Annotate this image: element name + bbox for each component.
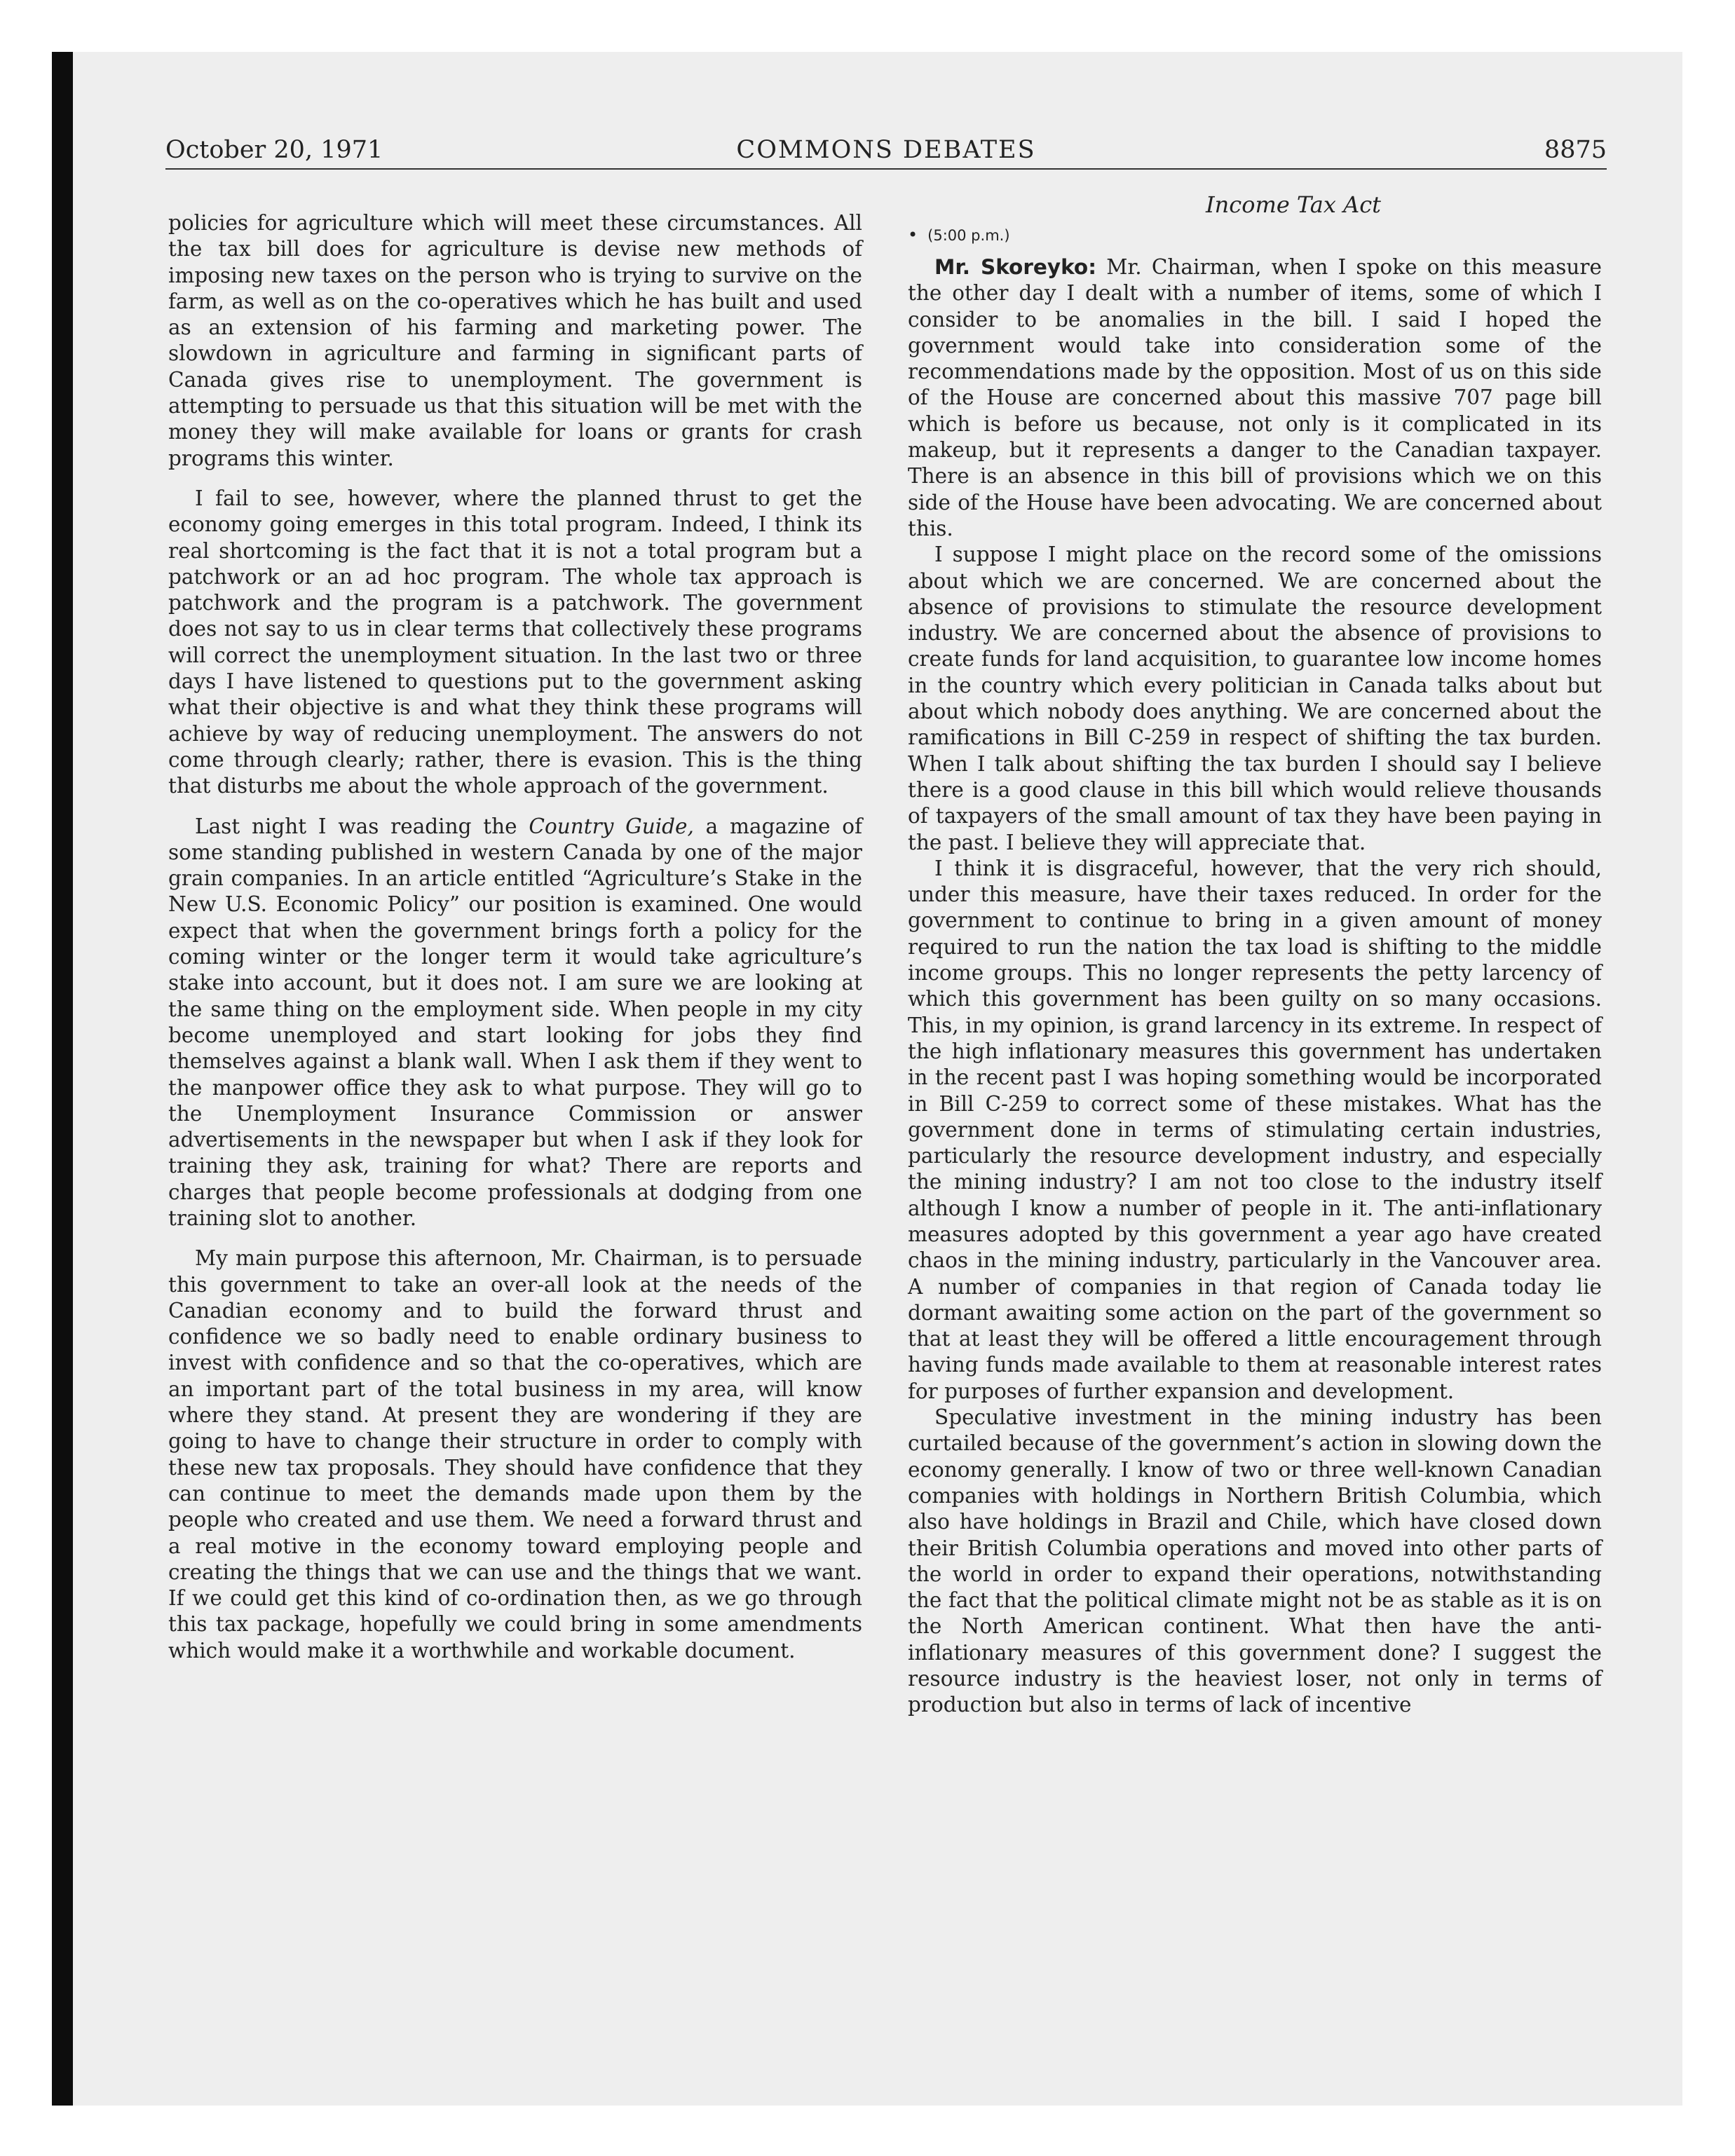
header-page-number: 8875 [1544, 136, 1607, 164]
paragraph: I suppose I might place on the record some of the omissions about which we are concerned. We are concerned about the absence of provisions to stimulate the resource development industry. We are concerned about the absence of provisions to create funds for land acquisition, to guarantee low income homes in the country which every politician in Canada talks about but about which nobody does anything. We are concerned about the ramifications in Bill C-259 in respect of shifting the tax burden. When I talk about shifting the tax burden I should say I believe there is a good clause in this bill which would relieve thousands of taxpayers of the small amount of tax they have been paying in the past. I believe they will appreciate that. [908, 543, 1602, 854]
paragraph-text: Last night I was reading the [195, 814, 529, 838]
paragraph: My main purpose this afternoon, Mr. Chairman, is to persuade this government to take an over-all look at the needs of the Canadian economy and to build the forward thrust and confidence we so badly need to enable ordinary business to invest with confidence and so that the co-operatives, which are an important part of the total business in my area, will know where they stand. At present they are wondering if they are going to have to change their structure in order to comply with these new tax proposals. They should have confidence that they can continue to meet the demands made upon them by the people who created and use them. We need a forward thrust and a real motive in the economy toward employing people and creating the things that we can use and the things that we want. If we could get this kind of co-ordination then, as we go through this tax package, hopefully we could bring in some amendments which would make it a worthwhile and workable document. [168, 1246, 862, 1663]
speaker-name: Mr. Skoreyko: [934, 255, 1097, 279]
bullet-icon: • [908, 225, 918, 245]
section-title: Income Tax Act [1206, 191, 1381, 218]
page-header [165, 136, 1607, 167]
header-rule [165, 168, 1607, 170]
header-date: October 20, 1971 [165, 136, 383, 164]
header-publication-title: COMMONS DEBATES [736, 136, 1036, 164]
paragraph [168, 814, 862, 1232]
left-column [168, 210, 862, 1664]
paragraph: I fail to see, however, where the planned thrust to get the economy going emerges in this total program. Indeed, I think its real shortcoming is the fact that it is not a total program but a patchwork or an ad hoc program. The whole tax approach is patchwork and the program is a patchwork. The government does not say to us in clear terms that collectively these programs will correct the unemployment situation. In the last two or three days I have listened to questions put to the government asking what their objective is and what they think these programs will achieve by way of reducing unemployment. The answers do not come through clearly; rather, there is evasion. This is the thing that disturbs me about the whole approach of the government. [168, 486, 862, 798]
paragraph-text: Mr. Chairman, when I spoke on this measure the other day I dealt with a number of items, some of which I consider to be anomalies in the bill. I said I hoped the government would take into consideration some of the recommendations made by the opposition. Most of us on this side of the House are concerned about this massive 707 page bill which is before us because, not only is it complicated in its makeup, but it represents a danger to the Canadian taxpayer. There is an absence in this bill of provisions which we on this side of the House have been advocating. We are concerned about this. [908, 255, 1602, 540]
paragraph [908, 254, 1602, 542]
publication-name: Country Guide, [529, 814, 694, 838]
scan-edge-shadow [52, 52, 73, 2106]
paragraph: I think it is disgraceful, however, that the very rich should, under this measure, have their taxes reduced. In order for the government to continue to bring in a given amount of money required to run the nation the tax load is shifting to the middle income groups. This no longer represents the petty larcency of which this government has been guilty on so many occasions. This, in my opinion, is grand larcency in its extreme. In respect of the high inflationary measures this government has undertaken in the recent past I was hoping something would be incorporated in Bill C-259 to correct some of these mistakes. What has the government done in terms of stimulating certain industries, particularly the resource development industry, and especially the mining industry? I am not too close to the industry itself although I know a number of people in it. The anti-inflationary measures adopted by this government a year ago have created chaos in the mining industry, particularly in the Vancouver area. A number of companies in that region of Canada today lie dormant awaiting some action on the part of the government so that at least they will be offered a little encouragement through having funds made available to them at reasonable interest rates for purposes of further expansion and development. [908, 856, 1602, 1403]
paragraph: policies for agriculture which will meet these circumstances. All the tax bill does for agriculture is devise new methods of imposing new taxes on the person who is trying to survive on the farm, as well as on the co-operatives which he has built and used as an extension of his farming and marketing power. The slowdown in agriculture and farming in significant parts of Canada gives rise to unemployment. The government is attempting to persuade us that this situation will be met with the money they will make available for loans or grants for crash programs this winter. [168, 211, 862, 470]
time-marker [908, 224, 1602, 246]
time-marker-text: (5:00 p.m.) [927, 227, 1010, 244]
right-column [908, 191, 1602, 1719]
paragraph-text: a magazine of some standing published in western Canada by one of the major grain companies. In an article entitled “Agriculture’s Stake in the New U.S. Economic Policy” our position is examined. One would expect that when the government brings forth a policy for the coming winter or the longer term it would take agriculture’s stake into account, but it does not. I am sure we are looking at the same thing on the employment side. When people in my city become unemployed and start looking for jobs they find themselves against a blank wall. When I ask them if they went to the manpower office they ask to what purpose. They will go to the Unemployment Insurance Commission or answer advertisements in the newspaper but when I ask if they look for training they ask, training for what? There are reports and charges that people become professionals at dodging from one training slot to another. [168, 814, 862, 1230]
paragraph: Speculative investment in the mining industry has been curtailed because of the government’s action in slowing down the economy generally. I know of two or three well-known Canadian companies with holdings in Northern British Columbia, which also have holdings in Brazil and Chile, which have closed down their British Columbia operations and moved into other parts of the world in order to expand their operations, notwithstanding the fact that the political climate might not be as stable as it is on the North American continent. What then have the anti-inflationary measures of this government done? I suggest the resource industry is the heaviest loser, not only in terms of production but also in terms of lack of incentive [908, 1405, 1602, 1717]
